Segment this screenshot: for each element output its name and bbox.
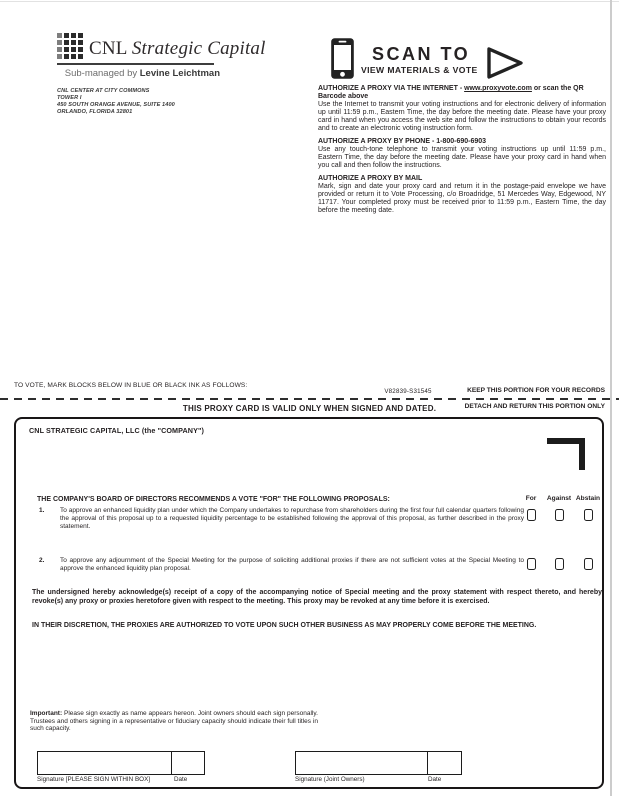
date-box-joint[interactable] — [427, 751, 462, 775]
discretion-text: IN THEIR DISCRETION, THE PROXIES ARE AUTHORIZED TO VOTE UPON SUCH OTHER BUSINESS AS MAY PROPERLY COME BEFORE THE MEETING. — [32, 622, 537, 629]
checkbox-p2-against[interactable] — [555, 558, 564, 570]
method-mail-heading: AUTHORIZE A PROXY BY MAIL — [318, 175, 423, 182]
voting-methods — [318, 85, 606, 220]
validity-note: THIS PROXY CARD IS VALID ONLY WHEN SIGNED AND DATED. — [182, 404, 437, 413]
date-box-primary[interactable] — [171, 751, 205, 775]
proposal-number: 2. — [39, 557, 45, 564]
internet-heading-text: AUTHORIZE A PROXY VIA THE INTERNET - — [318, 85, 465, 92]
scan-edge-top — [0, 1, 619, 2]
tagline-name: Levine Leichtman — [139, 68, 220, 79]
detach-return-note: DETACH AND RETURN THIS PORTION ONLY — [464, 403, 605, 410]
proxyvote-link[interactable]: www.proxyvote.com — [464, 85, 532, 92]
signature-box-joint[interactable] — [295, 751, 429, 775]
smartphone-icon — [330, 37, 355, 85]
board-recommendation: THE COMPANY'S BOARD OF DIRECTORS RECOMMENDS A VOTE "FOR" THE FOLLOWING PROPOSALS: — [37, 496, 390, 503]
method-mail-body: Mark, sign and date your proxy card and return it in the postage-paid envelope we have provided or return it to Vote Processing, c/o Broadridge, 51 Mercedes Way, Edgewood, NY 11717. Your completed proxy must be received prior to 11:59 p.m., Eastern Time, the day before the meeting date. — [318, 183, 606, 214]
vote-column-headers — [517, 495, 603, 502]
date-label-primary: Date — [174, 776, 188, 783]
vote-column-abstain: Abstain — [575, 495, 601, 502]
vote-marking-instruction: TO VOTE, MARK BLOCKS BELOW IN BLUE OR BLACK INK AS FOLLOWS: — [14, 382, 248, 389]
proposal-text: To approve any adjournment of the Special Meeting for the purpose of soliciting additional proxies if there are not sufficient votes at the Special Meeting to approve the enhanced liquidity plan proposal. — [60, 557, 524, 572]
signature-box-primary[interactable] — [37, 751, 173, 775]
proposal-1-vote-row — [517, 509, 603, 521]
important-label: Important: — [30, 710, 63, 717]
address-line: 450 SOUTH ORANGE AVENUE, SUITE 1400 — [57, 102, 175, 108]
checkbox-p2-abstain[interactable] — [584, 558, 593, 570]
corner-registration-mark — [547, 438, 585, 470]
brand-tagline — [57, 68, 220, 79]
company-name: CNL STRATEGIC CAPITAL, LLC (the "COMPANY") — [29, 426, 204, 435]
checkbox-p1-for[interactable] — [527, 509, 536, 521]
method-internet-heading — [318, 85, 606, 101]
vote-column-for: For — [525, 495, 537, 502]
tagline-prefix: Sub-managed by — [64, 68, 140, 79]
scan-to-title: SCAN TO — [372, 44, 471, 64]
important-note — [30, 710, 318, 733]
brand-name — [89, 38, 266, 60]
method-phone — [318, 138, 606, 170]
acknowledgement-text: The undersigned hereby acknowledge(s) receipt of a copy of the accompanying notice of Special meeting and the proxy statement with respect thereto, and hereby revoke(s) any proxy or proxies heretofore given with respect to the meeting. This proxy may be revoked at any time before it is exercised. — [32, 589, 602, 605]
detach-perforation-line — [0, 398, 619, 400]
method-phone-heading: AUTHORIZE A PROXY BY PHONE - 1-800-690-6903 — [318, 138, 487, 145]
internet-heading-suffix: or scan the QR Barcode above — [318, 85, 584, 100]
address-line: CNL CENTER AT CITY COMMONS — [57, 88, 150, 94]
important-body: Please sign exactly as name appears hereon. Joint owners should each sign personally. Trustees and others signing in a representative or fiduciary capacity should indicate their full titles in such capacity. — [30, 710, 318, 733]
signature-primary-label: Signature [PLEASE SIGN WITHIN BOX] — [37, 776, 151, 783]
checkbox-p2-for[interactable] — [527, 558, 536, 570]
brand-strategic-capital: Strategic Capital — [131, 38, 266, 59]
address-line: ORLANDO, FLORIDA 32801 — [57, 109, 133, 115]
brand-divider — [57, 63, 214, 65]
brand-cnl: CNL — [89, 38, 127, 59]
method-phone-body: Use any touch-tone telephone to transmit your voting instructions up until 11:59 p.m., Eastern Time, the day before the meeting date. Please have your proxy card in hand when you call and then follow the instructions. — [318, 146, 606, 169]
signature-joint-label: Signature (Joint Owners) — [295, 776, 365, 783]
proposal-number: 1. — [39, 507, 45, 514]
checkbox-p1-abstain[interactable] — [584, 509, 593, 521]
date-label-joint: Date — [428, 776, 442, 783]
method-internet-body: Use the Internet to transmit your voting instructions and for electronic delivery of information up until 11:59 p.m., Eastern Time, the day before the meeting date. Please have your proxy card in hand when you access the web site and follow the instructions to obtain your records and to create an electronic voting instruction form. — [318, 101, 606, 132]
method-internet — [318, 85, 606, 133]
proposal-2-vote-row — [517, 558, 603, 570]
keep-portion-note: KEEP THIS PORTION FOR YOUR RECORDS — [467, 387, 605, 394]
method-mail — [318, 175, 606, 215]
vote-column-against: Against — [546, 495, 572, 502]
control-number: V82839-S31545 — [384, 388, 432, 395]
proposal-text: To approve an enhanced liquidity plan under which the Company undertakes to repurchase from shareholders during the first four full calendar quarters following the approval of this proposal up to a requested liquidity percentage to be established following the approval of this proposal, as further described in the proxy statement. — [60, 507, 524, 530]
cnl-grid-logo-icon — [57, 33, 83, 59]
checkbox-p1-against[interactable] — [555, 509, 564, 521]
company-address — [57, 88, 175, 116]
address-line: TOWER I — [57, 95, 82, 101]
proxy-card — [14, 417, 604, 789]
scan-to-subtitle: VIEW MATERIALS & VOTE — [361, 65, 478, 75]
right-triangle-icon — [487, 47, 525, 84]
